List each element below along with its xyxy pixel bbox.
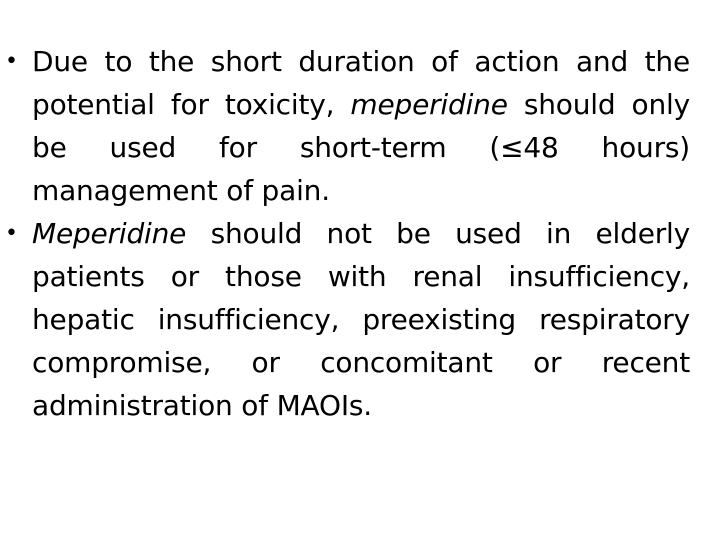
- drug-name-italic: meperidine: [350, 88, 508, 121]
- bullet-text: [32, 217, 690, 422]
- drug-name-italic: Meperidine: [32, 217, 187, 250]
- bullet-icon: •: [5, 221, 18, 246]
- bullet-text-segment: should not be used in elderly patients or those with renal insufficiency, hepatic insufficiency, preexisting respiratory compromise, or concomitant or recent administration of MAOIs.: [32, 217, 690, 422]
- bullet-text-segment: Due to the short duration of action and the potential for toxicity,: [32, 45, 690, 121]
- bullet-text: [32, 45, 690, 207]
- bullet-item: [0, 40, 720, 212]
- bullet-text-segment: should only be used for short-term (≤48 hours) management of pain.: [32, 88, 690, 207]
- bullet-icon: •: [5, 49, 18, 74]
- bullet-item: [0, 212, 720, 427]
- bullet-list: [0, 40, 720, 427]
